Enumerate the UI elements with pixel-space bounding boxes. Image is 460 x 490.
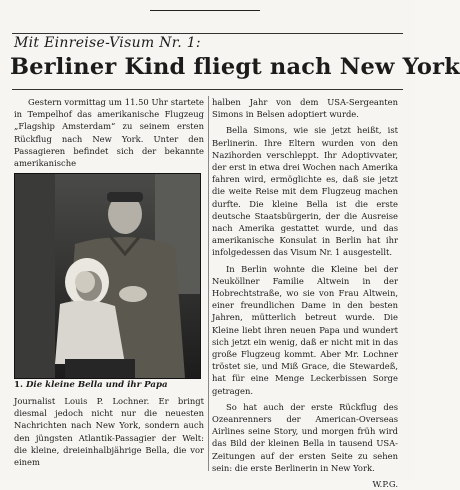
- kicker-rule: [12, 33, 403, 34]
- photo-image: [15, 174, 200, 378]
- photo-caption: [14, 380, 204, 390]
- caption-mark: 1.: [14, 380, 23, 390]
- headline-rule: [12, 89, 403, 90]
- left-column-bottom: [14, 395, 204, 473]
- photo-father-and-child: [14, 173, 201, 379]
- paragraph-intro: Gestern vormittag um 11.50 Uhr startete in Tempelhof das amerikanische Flugzeug „Flagship Amsterdam“ zu seinem ersten Rückflug nach New York. Unter den Passagieren befindet sich der bekannte amerikanische: [14, 97, 204, 169]
- left-column-top: [14, 96, 204, 174]
- paragraph-adoption: halben Jahr von dem USA-Sergeanten Simons in Belsen adoptiert wurde.: [212, 97, 398, 120]
- paragraph-journalist: Journalist Louis P. Lochner. Er bringt diesmal jedoch nicht nur die neuesten Nachrichten nach New York, sondern auch den jüngsten Atlantik-Passagier der Welt: die kleine, dreieinhalbjährige Bella, die vor einem: [14, 396, 204, 468]
- caption-text: Die kleine Bella und ihr Papa: [25, 380, 168, 390]
- top-rule: [150, 10, 260, 11]
- column-divider: [208, 96, 209, 471]
- kicker: Mit Einreise-Visum Nr. 1:: [14, 35, 201, 51]
- paragraph-rueckflug: So hat auch der erste Rückflug des Ozeanrenners der American-Overseas Airlines seine Story, und morgen früh wird das Bild der kleinen Bella in tausend USA-Zeitungen auf der ersten Seite zu sehen sein: die erste Berlinerin in New York.: [212, 401, 398, 473]
- headline: Berliner Kind fliegt nach New York: [10, 54, 460, 80]
- paragraph-berlin: In Berlin wohnte die Kleine bei der Neuköllner Familie Altwein in der Hobrechtstraße, wo sie von Frau Altwein, einer freundlichen Dame in den besten Jahren, mütterlich betreut wurde. Die Kleine liebt ihren neuen Papa und wundert sich jetzt ein wenig, daß er nicht mit in das große Flugzeug kommt. Aber Mr. Lochner tröstet sie, und Miß Grace, die Stewardeß, hat für eine Menge Leckerbissen Sorge getragen.: [212, 263, 398, 396]
- author-signature: W.P.G.: [372, 479, 398, 490]
- right-column: [212, 96, 398, 490]
- paragraph-bella: Bella Simons, wie sie jetzt heißt, ist Berlinerin. Ihre Eltern wurden von den Nazihorden verschleppt. Ihr Adoptivvater, der erst in etwa drei Wochen nach Amerika fahren wird, ermöglichte es, daß sie jetzt die weite Reise mit dem Flugzeug machen durfte. Die kleine Bella ist die erste deutsche Staatsbürgerin, der die Ausreise nach Amerika gestattet wurde, und das amerikanische Konsulat in Berlin hat ihr infolgedessen das Visum Nr. 1 ausgestellt.: [212, 125, 398, 258]
